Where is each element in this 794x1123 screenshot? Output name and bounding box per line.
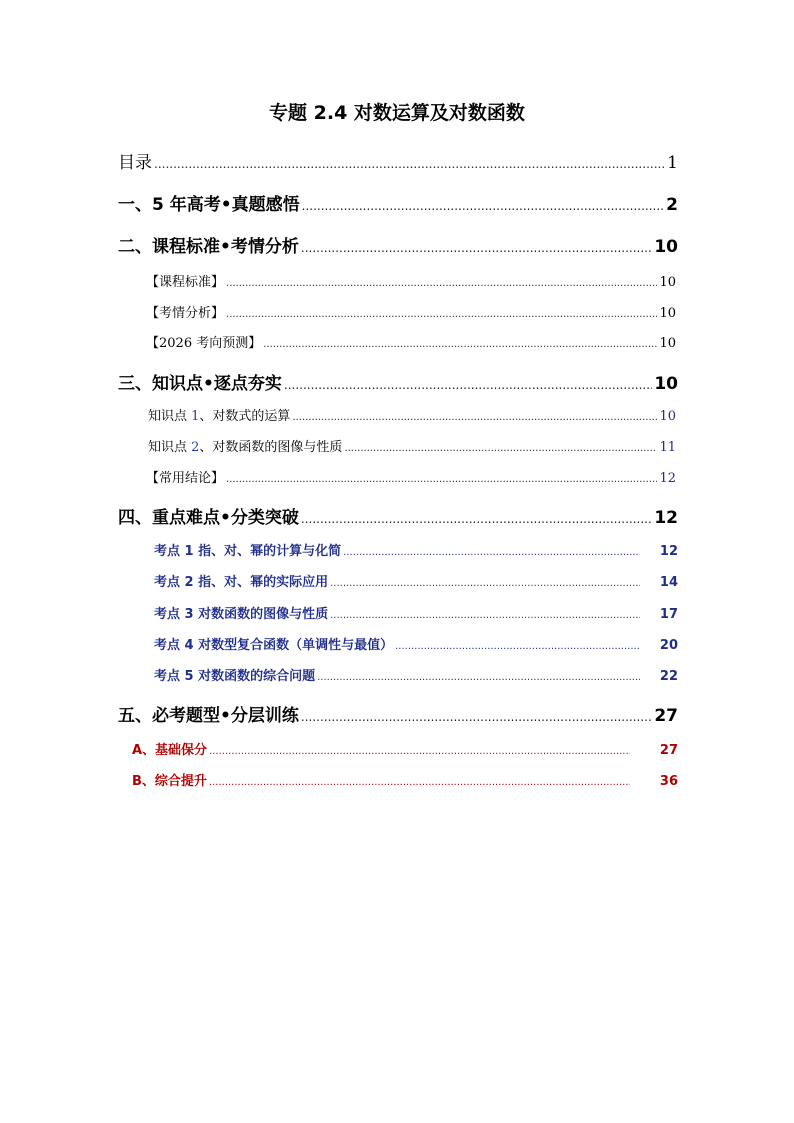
toc-label-suffix: 、对数函数的图像与性质 bbox=[199, 440, 343, 455]
toc-label: 考点 1 指、对、幂的计算与化简 bbox=[154, 544, 342, 559]
toc-entry-section-4[interactable] bbox=[118, 503, 678, 528]
toc-leader bbox=[263, 339, 657, 350]
toc-label bbox=[148, 436, 342, 455]
toc-page-number: 1 bbox=[667, 153, 678, 173]
toc-page-number: 20 bbox=[659, 638, 678, 653]
toc-label: 【课程标准】 bbox=[146, 275, 225, 290]
toc-label: 考点 4 对数型复合函数（单调性与最值） bbox=[154, 638, 394, 653]
toc-page-number: 10 bbox=[659, 306, 676, 321]
toc-label-number: 1 bbox=[191, 409, 200, 424]
toc-leader bbox=[301, 710, 652, 724]
toc-leader bbox=[154, 157, 665, 171]
toc-leader bbox=[317, 672, 640, 683]
toc-leader bbox=[395, 641, 640, 652]
toc-label: 目录 bbox=[118, 153, 152, 173]
toc-label: 考点 3 对数函数的图像与性质 bbox=[154, 607, 329, 622]
toc-label: 【考情分析】 bbox=[146, 306, 225, 321]
toc-entry-section-2[interactable] bbox=[118, 232, 678, 257]
toc-page-number: 10 bbox=[659, 409, 676, 424]
toc-label: 考点 2 指、对、幂的实际应用 bbox=[154, 575, 329, 590]
toc-entry-section-5[interactable] bbox=[118, 701, 678, 726]
toc-entry-section-1[interactable] bbox=[118, 190, 678, 215]
toc-page-number: 10 bbox=[659, 336, 676, 351]
toc-leader bbox=[209, 777, 630, 788]
toc-leader bbox=[301, 512, 652, 526]
toc-page-number: 36 bbox=[659, 774, 678, 789]
toc-page-number: 12 bbox=[654, 508, 678, 528]
toc-leader bbox=[284, 378, 652, 392]
toc-leader bbox=[302, 199, 665, 213]
toc-leader bbox=[330, 578, 640, 589]
toc-page-number: 12 bbox=[659, 471, 676, 486]
toc-label: 三、知识点•逐点夯实 bbox=[118, 374, 282, 394]
toc-page-number: 10 bbox=[659, 275, 676, 290]
toc-label: 五、必考题型•分层训练 bbox=[118, 706, 299, 726]
toc-label: 【2026 考向预测】 bbox=[146, 336, 262, 351]
toc-leader bbox=[226, 278, 657, 289]
toc-page-number: 11 bbox=[659, 440, 676, 455]
toc-leader bbox=[209, 746, 630, 757]
toc-label: 二、课程标准•考情分析 bbox=[118, 237, 299, 257]
toc-entry-kaodian-4[interactable] bbox=[154, 634, 678, 653]
toc-entry-kaodian-2[interactable] bbox=[154, 571, 678, 590]
toc-entry-basic[interactable] bbox=[132, 739, 678, 758]
toc-page-number: 12 bbox=[659, 544, 678, 559]
toc-label: 【常用结论】 bbox=[146, 471, 225, 486]
toc-page-number: 17 bbox=[659, 607, 678, 622]
toc-entry-common-conclusions[interactable] bbox=[146, 467, 676, 486]
toc-leader bbox=[330, 610, 640, 621]
toc-entry-section-3[interactable] bbox=[118, 369, 678, 394]
toc-page-number: 14 bbox=[659, 575, 678, 590]
toc-label: A、基础保分 bbox=[132, 743, 208, 758]
toc-label bbox=[148, 405, 290, 424]
toc-label-number: 2 bbox=[191, 440, 200, 455]
toc-leader bbox=[226, 474, 657, 485]
toc-label-prefix: 知识点 bbox=[148, 440, 192, 455]
toc-entry-kaodian-1[interactable] bbox=[154, 540, 678, 559]
toc-entry-knowledge-2[interactable] bbox=[148, 436, 676, 455]
toc-label: B、综合提升 bbox=[132, 774, 207, 789]
toc-page-number: 22 bbox=[659, 669, 678, 684]
toc-entry-course-standard[interactable] bbox=[146, 271, 676, 290]
toc-entry-mulu[interactable] bbox=[118, 148, 678, 173]
toc-page-number: 27 bbox=[659, 743, 678, 758]
toc-label-prefix: 知识点 bbox=[148, 409, 192, 424]
toc-leader bbox=[344, 443, 657, 454]
toc-leader bbox=[226, 309, 657, 320]
toc-label-suffix: 、对数式的运算 bbox=[199, 409, 291, 424]
toc-label: 四、重点难点•分类突破 bbox=[118, 508, 299, 528]
toc-page-number: 10 bbox=[654, 237, 678, 257]
toc-entry-knowledge-1[interactable] bbox=[148, 405, 676, 424]
toc-page-number: 2 bbox=[666, 195, 678, 215]
toc-page-number: 10 bbox=[654, 374, 678, 394]
toc-entry-exam-analysis[interactable] bbox=[146, 302, 676, 321]
toc-entry-kaodian-3[interactable] bbox=[154, 603, 678, 622]
toc-label: 考点 5 对数函数的综合问题 bbox=[154, 669, 316, 684]
toc-leader bbox=[301, 241, 652, 255]
toc-leader bbox=[343, 547, 640, 558]
toc-entry-advanced[interactable] bbox=[132, 770, 678, 789]
document-title: 专题 2.4 对数运算及对数函数 bbox=[269, 102, 525, 124]
toc-page-number: 27 bbox=[654, 706, 678, 726]
toc-leader bbox=[292, 412, 657, 423]
toc-entry-kaodian-5[interactable] bbox=[154, 665, 678, 684]
toc-entry-forecast[interactable] bbox=[146, 332, 676, 351]
toc-label: 一、5 年高考•真题感悟 bbox=[118, 195, 300, 215]
